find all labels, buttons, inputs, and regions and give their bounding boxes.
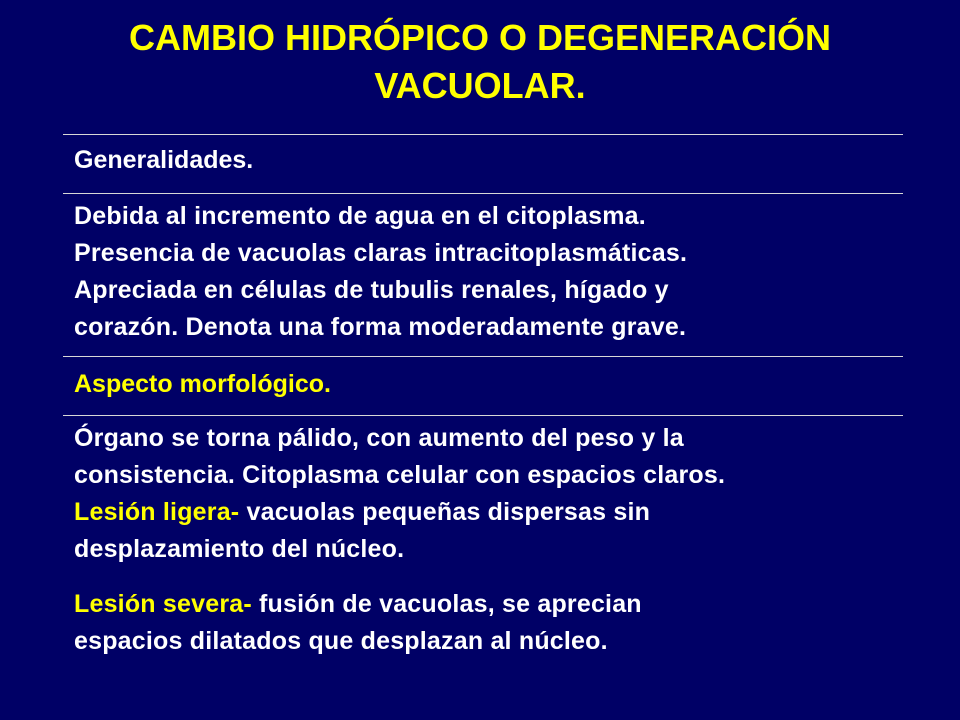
- divider-top: [63, 134, 903, 135]
- lesion-ligera-label: Lesión ligera-: [74, 498, 240, 526]
- lesion-severa-line-2: espacios dilatados que desplazan al núcleo.: [74, 627, 608, 655]
- lesion-severa-line-1: [74, 586, 924, 623]
- lesion-ligera-text: vacuolas pequeñas dispersas sin: [239, 498, 651, 526]
- lesion-severa-text: [74, 586, 924, 660]
- generalidades-line-3: Apreciada en células de tubulis renales, hígado y: [74, 276, 669, 304]
- title-line-1: CAMBIO HIDRÓPICO O DEGENERACIÓN: [128, 17, 832, 58]
- generalidades-line-4: corazón. Denota una forma moderadamente grave.: [74, 313, 687, 341]
- title-line-2: VACUOLAR.: [374, 65, 586, 106]
- aspecto-text: [74, 420, 924, 568]
- generalidades-line-2: Presencia de vacuolas claras intracitoplasmáticas.: [74, 239, 688, 267]
- lesion-severa-text-first: fusión de vacuolas, se aprecian: [251, 590, 642, 618]
- aspecto-line-2: consistencia. Citoplasma celular con espacios claros.: [74, 461, 726, 489]
- generalidades-line-1: Debida al incremento de agua en el citoplasma.: [74, 202, 646, 230]
- section-heading-generalidades: Generalidades.: [74, 146, 254, 174]
- divider-after-generalidades: [63, 193, 903, 194]
- lesion-ligera-line-2: desplazamiento del núcleo.: [74, 535, 405, 563]
- aspecto-line-1: Órgano se torna pálido, con aumento del peso y la: [74, 424, 684, 452]
- divider-after-aspecto: [63, 415, 903, 416]
- slide-title: [40, 14, 920, 110]
- lesion-ligera-line-1: [74, 494, 924, 531]
- generalidades-text: [74, 198, 924, 346]
- divider-before-aspecto: [63, 356, 903, 357]
- section-heading-aspecto-morfologico: Aspecto morfológico.: [74, 370, 331, 398]
- lesion-severa-label: Lesión severa-: [74, 590, 252, 618]
